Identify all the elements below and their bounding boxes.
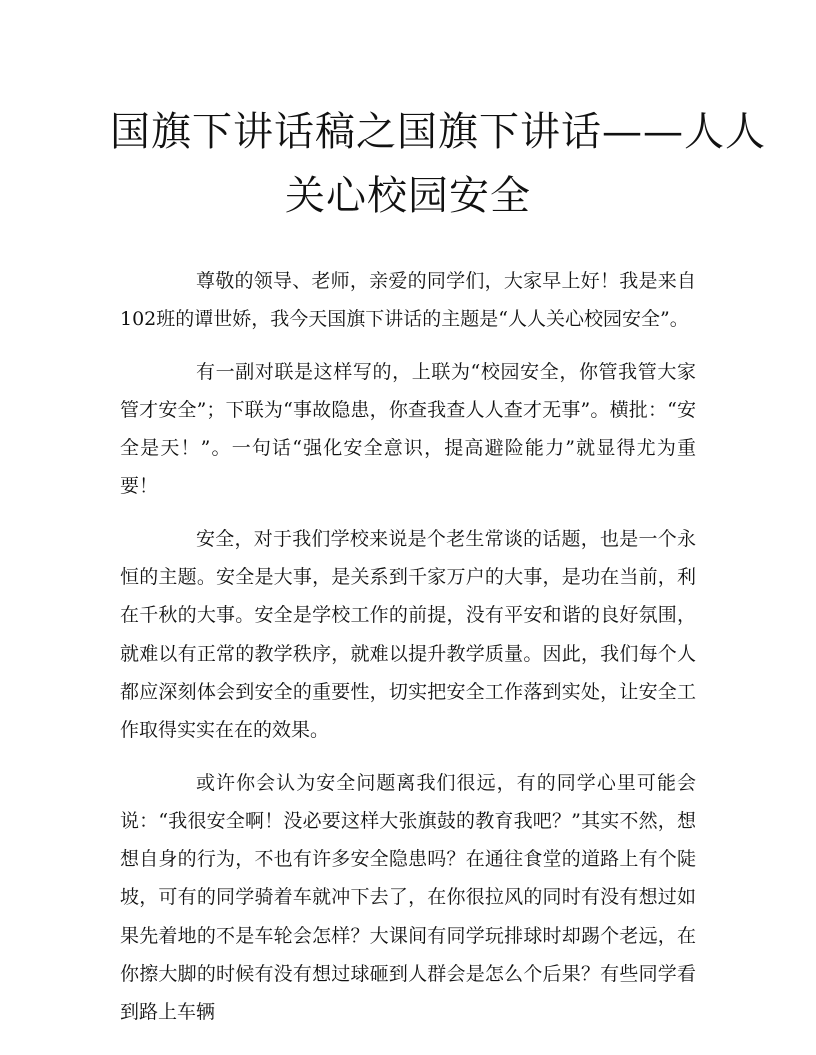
paragraph-greeting: 尊敬的领导、老师，亲爱的同学们，大家早上好！我是来自102班的谭世娇，我今天国旗下讲话的主题是“人人关心校园安全”。	[120, 270, 696, 331]
title-line-1: 国旗下讲话稿之国旗下讲话——人人	[110, 109, 766, 155]
paragraph-couplet: 有一副对联是这样写的，上联为“校园安全，你管我管大家管才安全”；下联为“事故隐患，你查我查人人查才无事”。横批：“安全是天！”。一句话“强化安全意识，提高避险能力”就显得尤为重要！	[120, 360, 696, 498]
paragraph-hidden-dangers: 或许你会认为安全问题离我们很远，有的同学心里可能会说：“我很安全啊！没必要这样大张旗鼓的教育我吧？”其实不然，想想自身的行为，不也有许多安全隐患吗？在通往食堂的道路上有个陡坡，可有的同学骑着车就冲下去了，在你很拉风的同时有没有想过如果先着地的不是车轮会怎样？大课间有同学玩排球时却踢个老远，在你擦大脚的时候有没有想过球砸到人群会是怎么个后果？有些同学看到路上车辆	[120, 771, 696, 1024]
paragraph-safety-importance: 安全，对于我们学校来说是个老生常谈的话题，也是一个永恒的主题。安全是大事，是关系到千家万户的大事，是功在当前，利在千秋的大事。安全是学校工作的前提，没有平安和谐的良好氛围，就难以有正常的教学秩序，就难以提升教学质量。因此，我们每个人都应深刻体会到安全的重要性，切实把安全工作落到实处，让安全工作取得实实在在的效果。	[120, 527, 696, 742]
document-title	[110, 100, 766, 228]
title-line-2: 关心校园安全	[285, 173, 531, 219]
document-body	[120, 262, 696, 1032]
